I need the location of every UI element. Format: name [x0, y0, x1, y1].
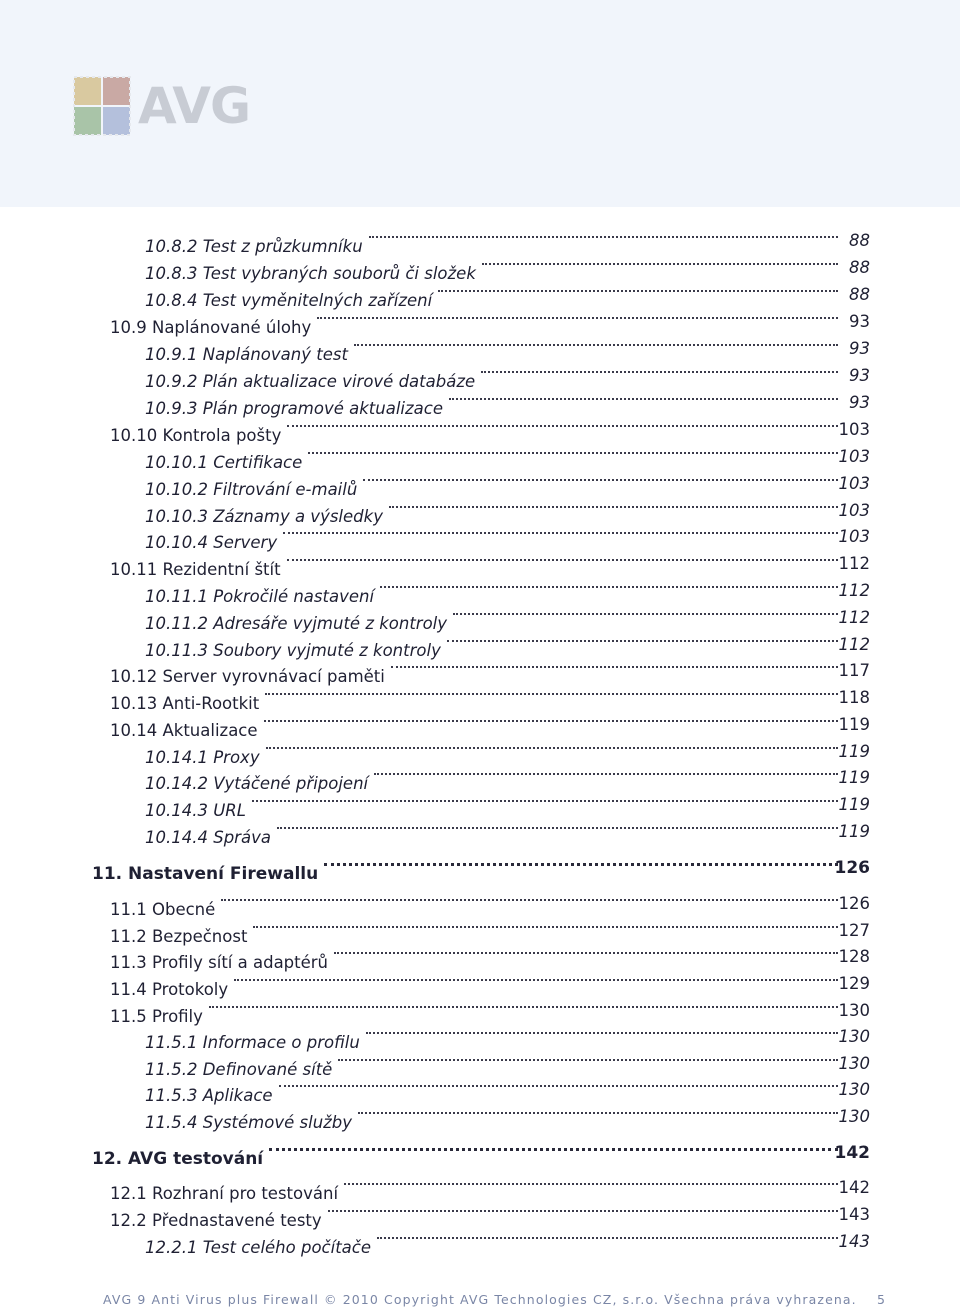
toc-leader-dots	[358, 1112, 838, 1114]
toc-entry-title: 10.10.1 Certifikace	[145, 450, 306, 476]
toc-entry-title: 10.11.2 Adresáře vyjmuté z kontroly	[145, 611, 451, 637]
toc-leader-dots	[328, 1210, 838, 1212]
toc-entry-title: 10.8.3 Test vybraných souborů či složek	[145, 261, 480, 287]
avg-logo	[72, 74, 250, 138]
toc-entry[interactable]	[0, 231, 960, 260]
toc-entry[interactable]	[0, 420, 960, 449]
toc-entry[interactable]	[0, 688, 960, 717]
toc-entry[interactable]	[0, 768, 960, 797]
toc-leader-dots	[279, 1085, 838, 1087]
toc-entry-page: 103	[838, 420, 870, 439]
toc-entry-page: 103	[838, 447, 870, 466]
toc-entry[interactable]	[0, 285, 960, 314]
toc-leader-dots	[287, 425, 838, 427]
toc-leader-dots	[266, 747, 838, 749]
toc-leader-dots	[209, 1006, 838, 1008]
toc-entry[interactable]	[0, 447, 960, 476]
page-footer	[0, 1288, 960, 1308]
toc-leader-dots	[391, 666, 838, 668]
toc-entry-page: 119	[838, 742, 870, 761]
toc-entry-page: 112	[838, 554, 870, 573]
toc-leader-dots	[389, 506, 838, 508]
toc-entry-title: 10.10.4 Servery	[145, 530, 281, 556]
toc-leader-dots	[287, 559, 838, 561]
toc-entry-page: 93	[849, 393, 870, 412]
toc-entry[interactable]	[0, 858, 960, 887]
toc-leader-dots	[265, 693, 838, 695]
toc-entry-title: 11.5.1 Informace o profilu	[145, 1030, 364, 1056]
toc-entry-title: 10.10 Kontrola pošty	[110, 423, 285, 449]
toc-entry[interactable]	[0, 1143, 960, 1172]
toc-entry-page: 88	[849, 285, 870, 304]
toc-entry[interactable]	[0, 339, 960, 368]
toc-leader-dots	[374, 773, 838, 775]
toc-entry[interactable]	[0, 715, 960, 744]
toc-entry-title: 12. AVG testování	[92, 1146, 267, 1172]
toc-entry-page: 127	[838, 921, 870, 940]
toc-entry-page: 117	[838, 661, 870, 680]
toc-entry-page: 93	[849, 366, 870, 385]
toc-entry[interactable]	[0, 312, 960, 341]
toc-leader-dots	[221, 899, 838, 901]
toc-entry-page: 103	[838, 474, 870, 493]
toc-entry-title: 10.8.4 Test vyměnitelných zařízení	[145, 288, 436, 314]
toc-entry-title: 10.9.1 Naplánovaný test	[145, 342, 352, 368]
toc-entry-title: 10.10.3 Záznamy a výsledky	[145, 504, 387, 530]
toc-entry[interactable]	[0, 527, 960, 556]
toc-leader-dots	[438, 290, 838, 292]
toc-entry-title: 10.14.3 URL	[145, 798, 250, 824]
toc-entry-title: 11.5.2 Definované sítě	[145, 1057, 336, 1083]
toc-entry-page: 128	[838, 947, 870, 966]
toc-leader-dots	[380, 586, 838, 588]
toc-entry[interactable]	[0, 1205, 960, 1234]
toc-entry-title: 11.5 Profily	[110, 1004, 207, 1030]
toc-entry-title: 10.11.3 Soubory vyjmuté z kontroly	[145, 638, 445, 664]
toc-leader-dots	[366, 1032, 838, 1034]
toc-leader-dots	[277, 827, 838, 829]
toc-entry[interactable]	[0, 1107, 960, 1136]
toc-entry[interactable]	[0, 661, 960, 690]
toc-entry-page: 130	[838, 1080, 870, 1099]
toc-entry[interactable]	[0, 393, 960, 422]
toc-entry-title: 10.9.3 Plán programové aktualizace	[145, 396, 447, 422]
toc-entry-title: 10.9.2 Plán aktualizace virové databáze	[145, 369, 479, 395]
toc-leader-dots	[344, 1183, 838, 1185]
toc-entry[interactable]	[0, 742, 960, 771]
toc-entry-title: 12.2 Přednastavené testy	[110, 1208, 326, 1234]
toc-entry[interactable]	[0, 974, 960, 1003]
toc-entry-title: 10.8.2 Test z průzkumníku	[145, 234, 367, 260]
toc-leader-dots	[354, 344, 838, 346]
toc-entry-page: 103	[838, 501, 870, 520]
toc-leader-dots	[338, 1059, 838, 1061]
toc-entry[interactable]	[0, 366, 960, 395]
footer-page-number: 5	[876, 1292, 886, 1307]
toc-entry[interactable]	[0, 1080, 960, 1109]
toc-leader-dots	[308, 452, 838, 454]
toc-leader-dots	[377, 1237, 838, 1239]
toc-entry-title: 11.3 Profily sítí a adaptérů	[110, 950, 332, 976]
toc-entry-page: 142	[834, 1143, 870, 1163]
toc-leader-dots	[481, 371, 838, 373]
footer-copyright: AVG 9 Anti Virus plus Firewall © 2010 Copyright AVG Technologies CZ, s.r.o. Všechna práva vyhrazena.	[103, 1292, 857, 1307]
toc-entry-title: 10.10.2 Filtrování e-mailů	[145, 477, 361, 503]
toc-leader-dots	[234, 979, 838, 981]
toc-entry-page: 119	[838, 795, 870, 814]
toc-entry-title: 10.14 Aktualizace	[110, 718, 262, 744]
toc-entry-page: 143	[838, 1232, 870, 1251]
toc-entry-title: 11.5.3 Aplikace	[145, 1083, 277, 1109]
toc-entry-title: 10.12 Server vyrovnávací paměti	[110, 664, 389, 690]
toc-entry-page: 112	[838, 608, 870, 627]
toc-leader-dots	[283, 532, 838, 534]
toc-entry[interactable]	[0, 258, 960, 287]
toc-entry-title: 10.14.1 Proxy	[145, 745, 264, 771]
toc-entry[interactable]	[0, 1054, 960, 1083]
toc-entry-page: 130	[838, 1001, 870, 1020]
toc-entry[interactable]	[0, 1232, 960, 1261]
toc-leader-dots	[449, 398, 838, 400]
toc-entry-title: 11. Nastavení Firewallu	[92, 861, 322, 887]
avg-logo-icon	[72, 75, 132, 137]
toc-entry-page: 142	[838, 1178, 870, 1197]
toc-entry-title: 11.2 Bezpečnost	[110, 924, 251, 950]
toc-entry-title: 11.4 Protokoly	[110, 977, 232, 1003]
toc-leader-dots	[363, 479, 838, 481]
toc-entry-page: 103	[838, 527, 870, 546]
toc-entry-title: 10.14.4 Správa	[145, 825, 275, 851]
toc-entry[interactable]	[0, 554, 960, 583]
toc-leader-dots	[369, 236, 838, 238]
toc-entry[interactable]	[0, 635, 960, 664]
toc-leader-dots	[269, 1148, 838, 1151]
toc-entry-page: 130	[838, 1107, 870, 1126]
toc-entry-title: 10.9 Naplánované úlohy	[110, 315, 315, 341]
toc-leader-dots	[334, 952, 838, 954]
toc-entry-title: 12.1 Rozhraní pro testování	[110, 1181, 342, 1207]
toc-entry-page: 129	[838, 974, 870, 993]
toc-entry[interactable]	[0, 1178, 960, 1207]
toc-entry[interactable]	[0, 581, 960, 610]
toc-leader-dots	[453, 613, 838, 615]
toc-entry-page: 126	[838, 894, 870, 913]
toc-entry-page: 112	[838, 635, 870, 654]
toc-entry-page: 93	[849, 339, 870, 358]
toc-entry-page: 119	[838, 715, 870, 734]
toc-entry-title: 12.2.1 Test celého počítače	[145, 1235, 375, 1261]
toc-entry-title: 10.11 Rezidentní štít	[110, 557, 285, 583]
toc-entry[interactable]	[0, 608, 960, 637]
toc-entry-page: 130	[838, 1027, 870, 1046]
toc-entry-page: 88	[849, 258, 870, 277]
toc-entry[interactable]	[0, 501, 960, 530]
toc-entry-page: 118	[838, 688, 870, 707]
toc-entry-page: 88	[849, 231, 870, 250]
toc-entry[interactable]	[0, 1001, 960, 1030]
toc-entry-page: 143	[838, 1205, 870, 1224]
avg-logo-text: AVG	[138, 77, 251, 135]
toc-entry-title: 11.1 Obecné	[110, 897, 219, 923]
toc-entry[interactable]	[0, 474, 960, 503]
toc-entry[interactable]	[0, 1027, 960, 1056]
toc-entry-title: 10.11.1 Pokročilé nastavení	[145, 584, 378, 610]
toc-entry[interactable]	[0, 947, 960, 976]
toc-entry-page: 119	[838, 822, 870, 841]
toc-entry[interactable]	[0, 822, 960, 851]
toc-leader-dots	[252, 800, 838, 802]
toc-entry-page: 119	[838, 768, 870, 787]
toc-entry-title: 10.14.2 Vytáčené připojení	[145, 771, 372, 797]
toc-entry-title: 10.13 Anti-Rootkit	[110, 691, 263, 717]
toc-entry-page: 130	[838, 1054, 870, 1073]
toc-entry[interactable]	[0, 921, 960, 950]
toc-leader-dots	[317, 317, 838, 319]
toc-entry-page: 112	[838, 581, 870, 600]
page-header	[0, 0, 960, 207]
toc-leader-dots	[264, 720, 838, 722]
toc-entry[interactable]	[0, 795, 960, 824]
toc-leader-dots	[482, 263, 838, 265]
toc-leader-dots	[253, 926, 838, 928]
toc-entry-title: 11.5.4 Systémové služby	[145, 1110, 356, 1136]
toc-entry-page: 126	[834, 858, 870, 878]
toc-leader-dots	[447, 640, 838, 642]
toc-leader-dots	[324, 863, 838, 866]
toc-entry-page: 93	[849, 312, 870, 331]
toc-entry[interactable]	[0, 894, 960, 923]
